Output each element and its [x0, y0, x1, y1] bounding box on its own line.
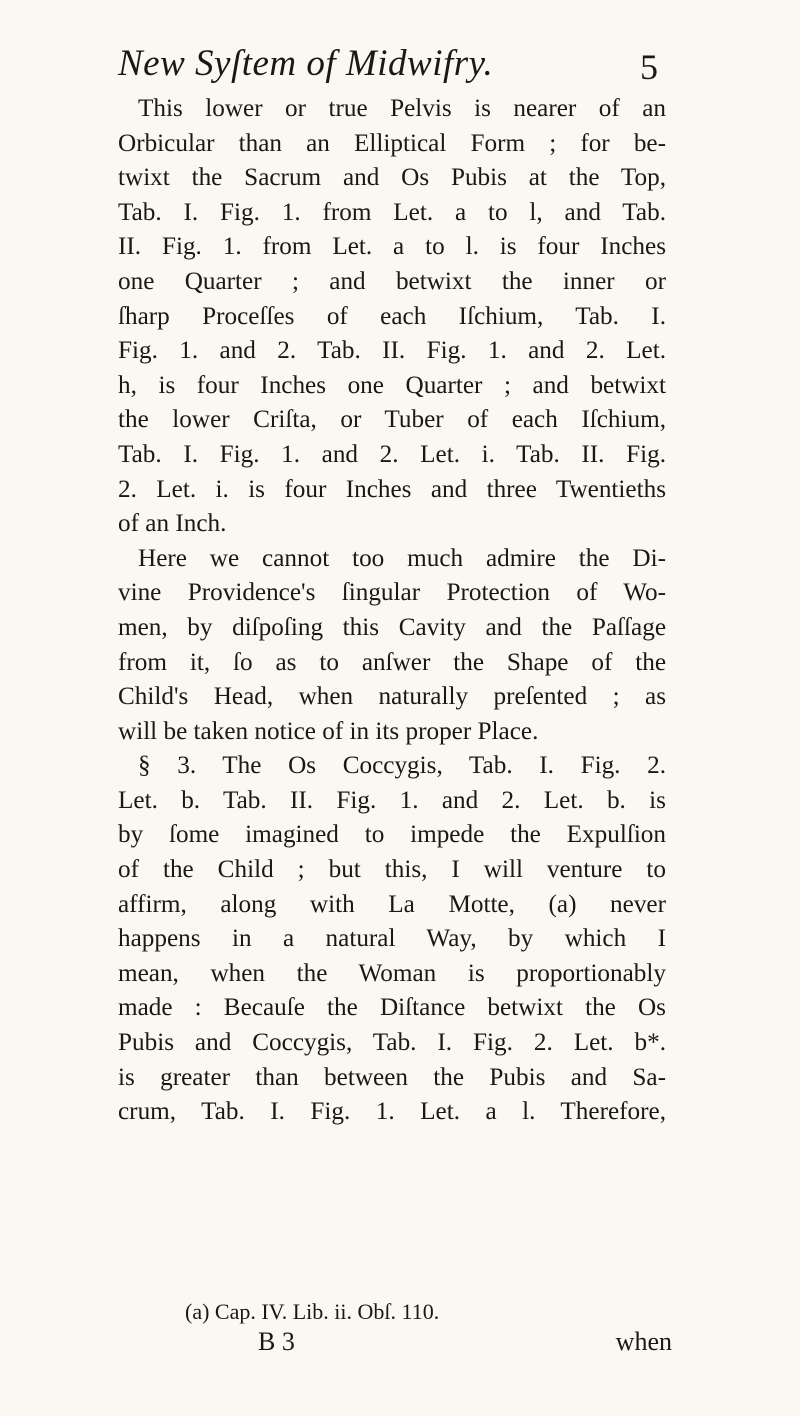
text-line: men, by diſpoſing this Cavity and the Paſſage	[118, 613, 666, 641]
text-line: 2. Let. i. is four Inches and three Twentieths	[118, 475, 666, 503]
signature-mark: B 3	[258, 1327, 295, 1356]
running-head-title: New Syſtem of Midwifry.	[118, 43, 494, 84]
running-head	[118, 42, 658, 92]
text-line: vine Providence's ſingular Protection of Wo-	[118, 579, 666, 607]
text-line: Child's Head, when naturally preſented ; as	[118, 683, 666, 711]
text-line: twixt the Sacrum and Os Pubis at the Top,	[118, 164, 666, 192]
text-line: from it, ſo as to anſwer the Shape of the	[118, 648, 666, 676]
text-line: made : Becauſe the Diſtance betwixt the Os	[118, 994, 666, 1022]
footnote: (a) Cap. IV. Lib. ii. Obſ. 110.	[185, 1299, 440, 1324]
text-line: crum, Tab. I. Fig. 1. Let. a l. Therefore,	[118, 1098, 666, 1126]
catchword: when	[615, 1327, 672, 1356]
text-line: II. Fig. 1. from Let. a to l. is four Inches	[118, 233, 666, 261]
text-line: Fig. 1. and 2. Tab. II. Fig. 1. and 2. Let.	[118, 337, 666, 365]
text-line: one Quarter ; and betwixt the inner or	[118, 267, 666, 295]
text-line: Here we cannot too much admire the Di-	[138, 544, 666, 572]
text-line: Orbicular than an Elliptical Form ; for be-	[118, 129, 666, 157]
page-foot	[258, 1327, 672, 1363]
text-line: will be taken notice of in its proper Place.	[118, 717, 539, 745]
text-line: mean, when the Woman is proportionably	[118, 959, 666, 987]
text-line: is greater than between the Pubis and Sa-	[118, 1063, 666, 1091]
text-line: Let. b. Tab. II. Fig. 1. and 2. Let. b. is	[118, 786, 666, 814]
text-line: Pubis and Coccygis, Tab. I. Fig. 2. Let. b*.	[118, 1029, 666, 1057]
text-line: of an Inch.	[118, 510, 227, 538]
text-line: ſharp Proceſſes of each Iſchium, Tab. I.	[118, 302, 666, 330]
text-line: the lower Criſta, or Tuber of each Iſchium,	[118, 406, 666, 434]
text-line: of the Child ; but this, I will venture to	[118, 856, 666, 884]
text-line: Tab. I. Fig. 1. and 2. Let. i. Tab. II. Fig.	[118, 440, 666, 468]
text-line: Tab. I. Fig. 1. from Let. a to l, and Tab.	[118, 198, 666, 226]
text-line: happens in a natural Way, by which I	[118, 925, 666, 953]
text-line: § 3. The Os Coccygis, Tab. I. Fig. 2.	[138, 752, 666, 780]
page-number: 5	[640, 47, 658, 87]
text-line: by ſome imagined to impede the Expulſion	[118, 821, 666, 849]
text-line: affirm, along with La Motte, (a) never	[118, 890, 666, 918]
text-line: h, is four Inches one Quarter ; and betwixt	[118, 371, 666, 399]
body-text	[118, 92, 666, 1130]
text-line: This lower or true Pelvis is nearer of an	[138, 95, 666, 122]
